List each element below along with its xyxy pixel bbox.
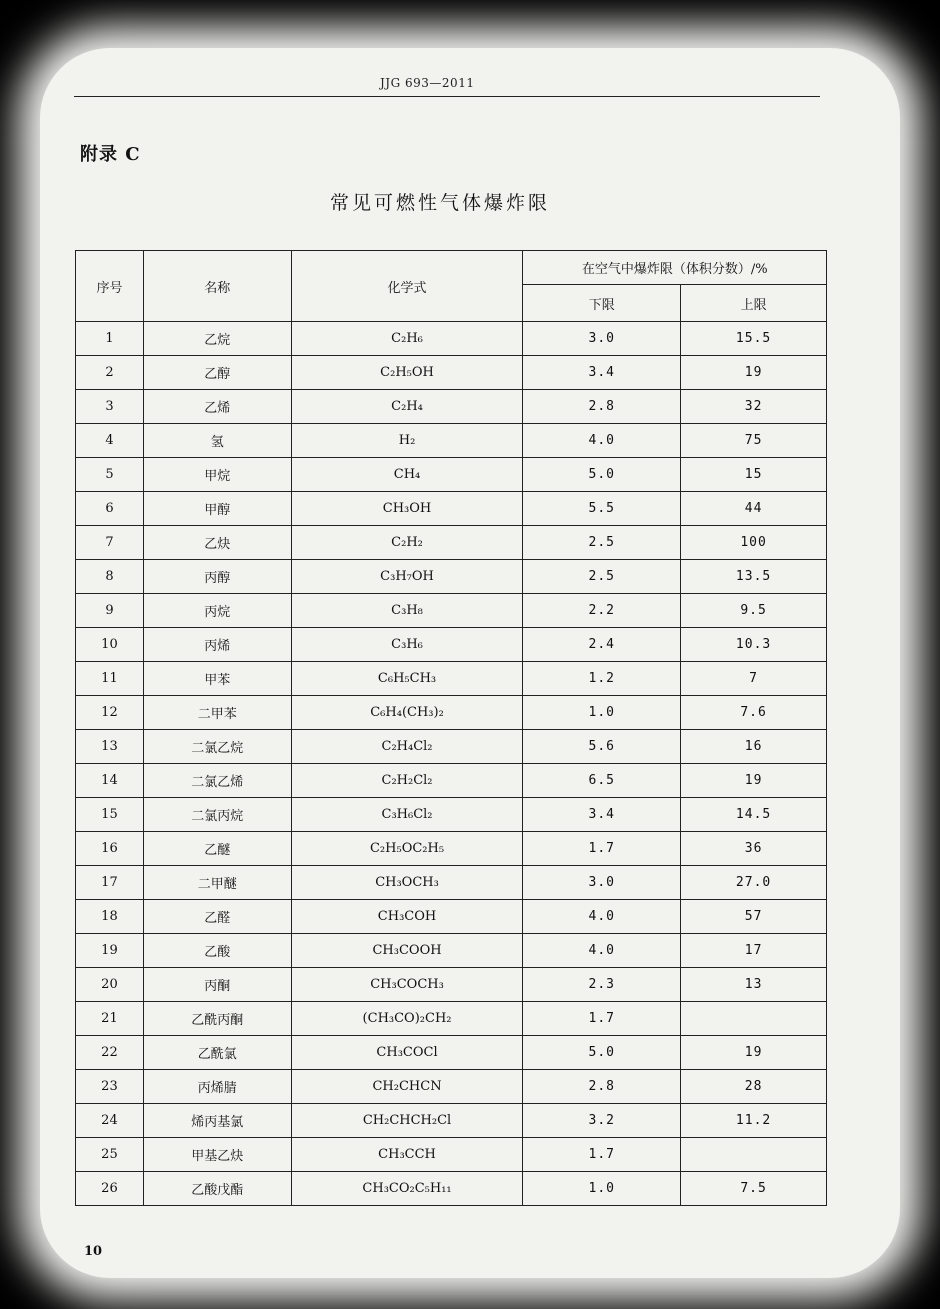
cell-formula: CH₄: [291, 458, 523, 492]
cell-name: 二氯丙烷: [143, 798, 291, 832]
cell-lower-limit: 4.0: [523, 424, 681, 458]
cell-formula: C₃H₆Cl₂: [291, 798, 523, 832]
cell-name: 甲基乙炔: [143, 1138, 291, 1172]
cell-formula: CH₃CCH: [291, 1138, 523, 1172]
cell-name: 乙醇: [143, 356, 291, 390]
table-row: [76, 628, 827, 662]
cell-lower-limit: 4.0: [523, 934, 681, 968]
cell-name: 乙醚: [143, 832, 291, 866]
header-limit-group: 在空气中爆炸限（体积分数）/%: [523, 251, 827, 285]
cell-name: 丙烯腈: [143, 1070, 291, 1104]
cell-name: 丙烷: [143, 594, 291, 628]
cell-upper-limit: 10.3: [681, 628, 827, 662]
table-row: [76, 968, 827, 1002]
table-row: [76, 492, 827, 526]
cell-index: 21: [76, 1002, 144, 1036]
cell-lower-limit: 1.7: [523, 1002, 681, 1036]
cell-index: 3: [76, 390, 144, 424]
cell-name: 烯丙基氯: [143, 1104, 291, 1138]
cell-lower-limit: 2.3: [523, 968, 681, 1002]
cell-index: 17: [76, 866, 144, 900]
cell-lower-limit: 5.0: [523, 458, 681, 492]
table-row: [76, 798, 827, 832]
cell-formula: CH₃OH: [291, 492, 523, 526]
cell-upper-limit: 15: [681, 458, 827, 492]
cell-index: 6: [76, 492, 144, 526]
cell-formula: C₆H₅CH₃: [291, 662, 523, 696]
table-row: [76, 1104, 827, 1138]
table-row: [76, 866, 827, 900]
cell-upper-limit: 13.5: [681, 560, 827, 594]
cell-lower-limit: 2.5: [523, 526, 681, 560]
table-row: [76, 1138, 827, 1172]
cell-lower-limit: 3.0: [523, 866, 681, 900]
cell-upper-limit: 36: [681, 832, 827, 866]
cell-name: 二甲苯: [143, 696, 291, 730]
cell-index: 2: [76, 356, 144, 390]
cell-name: 丙烯: [143, 628, 291, 662]
cell-formula: CH₂CHCN: [291, 1070, 523, 1104]
cell-upper-limit: 15.5: [681, 322, 827, 356]
cell-name: 乙炔: [143, 526, 291, 560]
cell-index: 13: [76, 730, 144, 764]
table-row: [76, 458, 827, 492]
cell-lower-limit: 1.2: [523, 662, 681, 696]
cell-lower-limit: 2.4: [523, 628, 681, 662]
cell-name: 乙酰丙酮: [143, 1002, 291, 1036]
cell-index: 25: [76, 1138, 144, 1172]
cell-name: 甲苯: [143, 662, 291, 696]
table-row: [76, 1036, 827, 1070]
cell-formula: C₃H₆: [291, 628, 523, 662]
cell-lower-limit: 5.0: [523, 1036, 681, 1070]
table-row: [76, 526, 827, 560]
cell-formula: C₂H₄: [291, 390, 523, 424]
cell-index: 10: [76, 628, 144, 662]
cell-index: 26: [76, 1172, 144, 1206]
cell-formula: C₂H₆: [291, 322, 523, 356]
cell-index: 14: [76, 764, 144, 798]
cell-formula: C₂H₂: [291, 526, 523, 560]
cell-upper-limit: 100: [681, 526, 827, 560]
table-row: [76, 356, 827, 390]
cell-index: 11: [76, 662, 144, 696]
cell-index: 23: [76, 1070, 144, 1104]
cell-upper-limit: 19: [681, 764, 827, 798]
table-row: [76, 832, 827, 866]
cell-formula: (CH₃CO)₂CH₂: [291, 1002, 523, 1036]
header-index: 序号: [76, 251, 144, 322]
table-row: [76, 662, 827, 696]
cell-lower-limit: 6.5: [523, 764, 681, 798]
header-rule: [74, 96, 820, 97]
cell-name: 二甲醚: [143, 866, 291, 900]
cell-index: 8: [76, 560, 144, 594]
cell-upper-limit: 9.5: [681, 594, 827, 628]
table-row: [76, 900, 827, 934]
cell-upper-limit: 75: [681, 424, 827, 458]
cell-name: 甲烷: [143, 458, 291, 492]
cell-formula: C₂H₅OH: [291, 356, 523, 390]
cell-lower-limit: 3.4: [523, 798, 681, 832]
cell-name: 甲醇: [143, 492, 291, 526]
cell-formula: CH₂CHCH₂Cl: [291, 1104, 523, 1138]
cell-name: 乙醛: [143, 900, 291, 934]
cell-name: 乙酸戊酯: [143, 1172, 291, 1206]
cell-upper-limit: 27.0: [681, 866, 827, 900]
cell-name: 乙酸: [143, 934, 291, 968]
cell-upper-limit: 14.5: [681, 798, 827, 832]
table-row: [76, 322, 827, 356]
cell-formula: C₂H₄Cl₂: [291, 730, 523, 764]
cell-index: 12: [76, 696, 144, 730]
cell-index: 22: [76, 1036, 144, 1070]
cell-lower-limit: 2.8: [523, 390, 681, 424]
cell-formula: C₂H₅OC₂H₅: [291, 832, 523, 866]
cell-lower-limit: 3.4: [523, 356, 681, 390]
table-row: [76, 560, 827, 594]
cell-upper-limit: 7: [681, 662, 827, 696]
cell-upper-limit: [681, 1138, 827, 1172]
cell-index: 24: [76, 1104, 144, 1138]
cell-name: 丙酮: [143, 968, 291, 1002]
cell-lower-limit: 1.7: [523, 832, 681, 866]
cell-lower-limit: 3.2: [523, 1104, 681, 1138]
cell-index: 5: [76, 458, 144, 492]
cell-upper-limit: 16: [681, 730, 827, 764]
cell-index: 1: [76, 322, 144, 356]
table-row: [76, 390, 827, 424]
standard-code: JJG 693—2011: [380, 76, 475, 90]
table-row: [76, 764, 827, 798]
cell-formula: CH₃COCH₃: [291, 968, 523, 1002]
cell-name: 二氯乙烯: [143, 764, 291, 798]
header-formula: 化学式: [291, 251, 523, 322]
cell-formula: CH₃COH: [291, 900, 523, 934]
cell-index: 15: [76, 798, 144, 832]
cell-upper-limit: 32: [681, 390, 827, 424]
table-row: [76, 696, 827, 730]
cell-name: 丙醇: [143, 560, 291, 594]
cell-upper-limit: 17: [681, 934, 827, 968]
cell-lower-limit: 2.2: [523, 594, 681, 628]
cell-upper-limit: 7.6: [681, 696, 827, 730]
cell-index: 9: [76, 594, 144, 628]
header-lower-limit: 下限: [523, 285, 681, 322]
cell-lower-limit: 1.7: [523, 1138, 681, 1172]
cell-lower-limit: 5.6: [523, 730, 681, 764]
table-row: [76, 934, 827, 968]
cell-index: 20: [76, 968, 144, 1002]
cell-formula: C₃H₇OH: [291, 560, 523, 594]
cell-formula: C₃H₈: [291, 594, 523, 628]
cell-formula: C₆H₄(CH₃)₂: [291, 696, 523, 730]
cell-upper-limit: 13: [681, 968, 827, 1002]
table-row: [76, 730, 827, 764]
cell-upper-limit: 28: [681, 1070, 827, 1104]
explosion-limits-table: [75, 250, 827, 1206]
cell-formula: CH₃CO₂C₅H₁₁: [291, 1172, 523, 1206]
table-row: [76, 1172, 827, 1206]
cell-index: 16: [76, 832, 144, 866]
cell-lower-limit: 5.5: [523, 492, 681, 526]
table-row: [76, 594, 827, 628]
page-title: 常见可燃性气体爆炸限: [330, 192, 551, 214]
cell-upper-limit: 19: [681, 356, 827, 390]
cell-upper-limit: 7.5: [681, 1172, 827, 1206]
cell-formula: CH₃OCH₃: [291, 866, 523, 900]
cell-index: 4: [76, 424, 144, 458]
page-number: 10: [84, 1244, 103, 1259]
table-row: [76, 424, 827, 458]
cell-lower-limit: 1.0: [523, 696, 681, 730]
cell-lower-limit: 1.0: [523, 1172, 681, 1206]
cell-upper-limit: 44: [681, 492, 827, 526]
header-upper-limit: 上限: [681, 285, 827, 322]
cell-lower-limit: 3.0: [523, 322, 681, 356]
table-row: [76, 1002, 827, 1036]
cell-formula: CH₃COCl: [291, 1036, 523, 1070]
cell-formula: C₂H₂Cl₂: [291, 764, 523, 798]
cell-name: 乙烯: [143, 390, 291, 424]
cell-index: 18: [76, 900, 144, 934]
cell-name: 乙酰氯: [143, 1036, 291, 1070]
cell-name: 二氯乙烷: [143, 730, 291, 764]
cell-formula: CH₃COOH: [291, 934, 523, 968]
cell-lower-limit: 4.0: [523, 900, 681, 934]
table-row: [76, 1070, 827, 1104]
cell-lower-limit: 2.5: [523, 560, 681, 594]
cell-lower-limit: 2.8: [523, 1070, 681, 1104]
cell-upper-limit: 11.2: [681, 1104, 827, 1138]
header-name: 名称: [143, 251, 291, 322]
appendix-label: 附录 C: [80, 144, 141, 165]
table-body: [76, 322, 827, 1206]
cell-index: 19: [76, 934, 144, 968]
cell-upper-limit: [681, 1002, 827, 1036]
cell-upper-limit: 57: [681, 900, 827, 934]
cell-formula: H₂: [291, 424, 523, 458]
cell-index: 7: [76, 526, 144, 560]
cell-name: 氢: [143, 424, 291, 458]
cell-upper-limit: 19: [681, 1036, 827, 1070]
cell-name: 乙烷: [143, 322, 291, 356]
